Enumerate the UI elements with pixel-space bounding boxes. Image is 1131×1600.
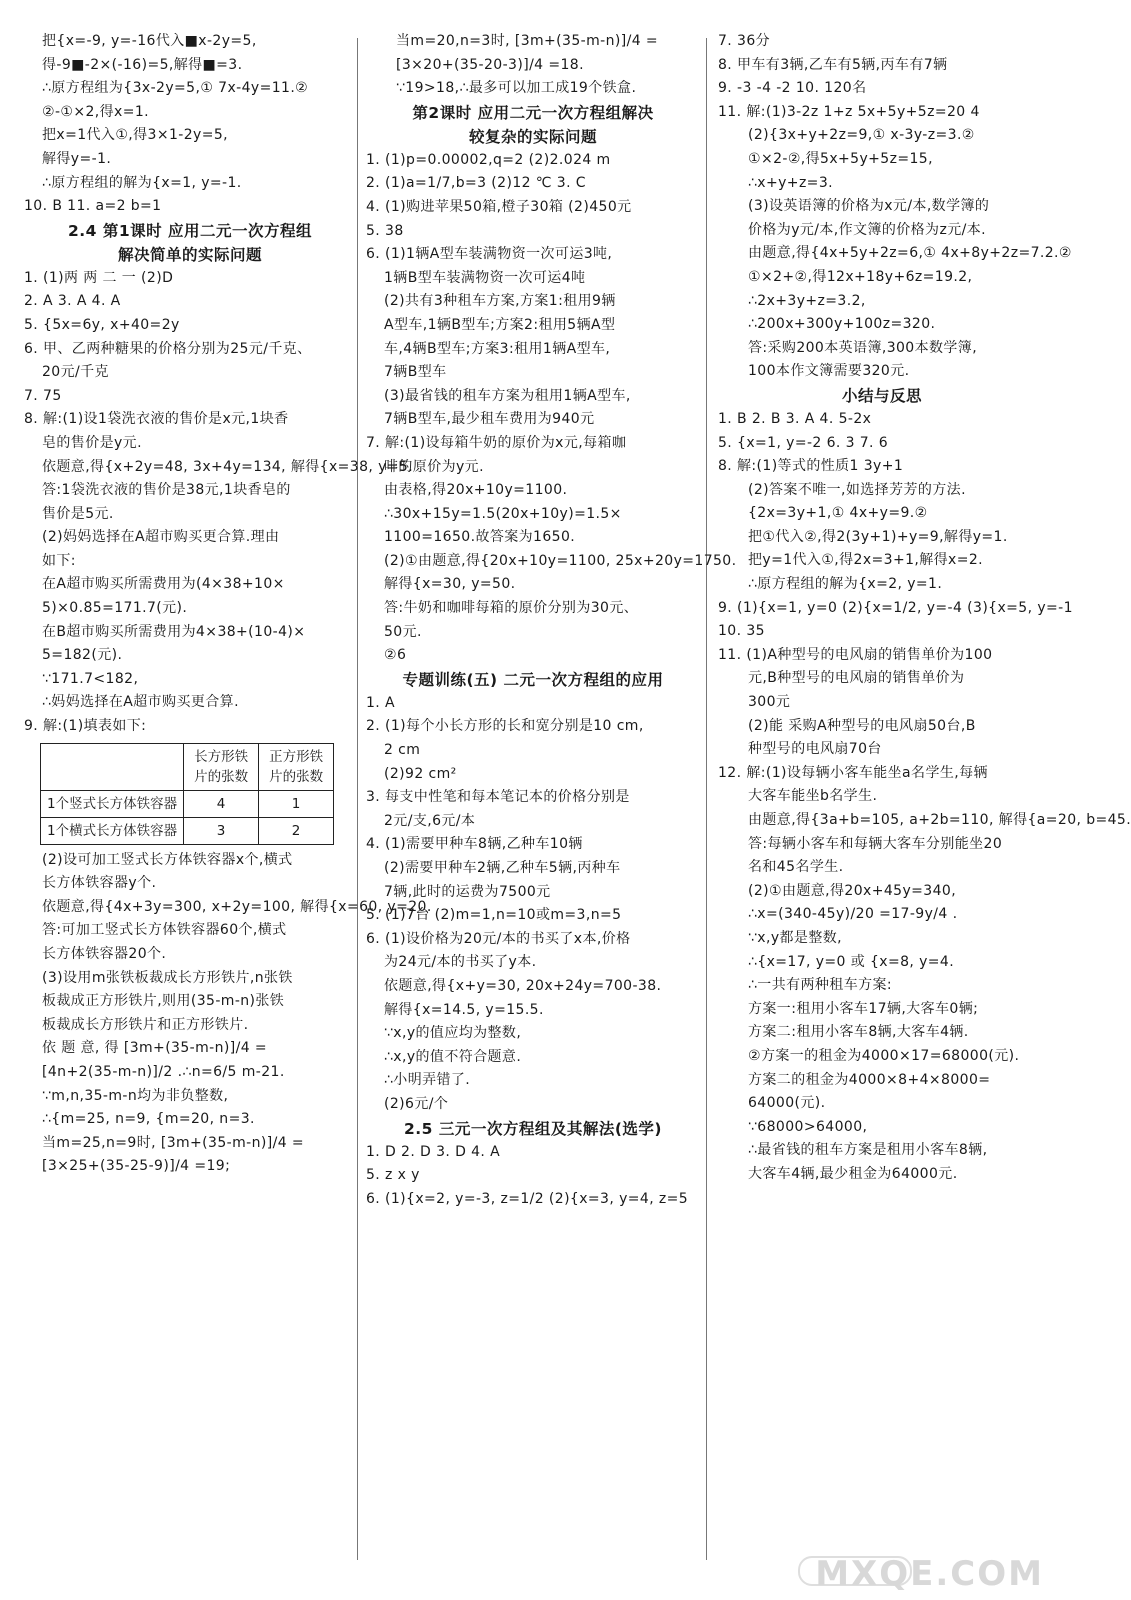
answer-line: 1. D 2. D 3. D 4. A [366,1143,501,1160]
answer-line: ②-①×2,得x=1. [42,103,150,120]
table-cell: 2 [259,817,334,844]
table-header-cell: 长方形铁片的张数 [184,743,259,790]
answer-line: 答:可加工竖式长方体铁容器60个,横式 [42,922,287,939]
answer-line: ∴200x+300y+100z=320. [748,316,936,333]
answer-line: ∴妈妈选择在A超市购买更合算. [42,694,239,711]
answer-line: 6. (1)设价格为20元/本的书买了x本,价格 [366,930,631,947]
answer-line: 4. (1)需要甲种车8辆,乙种车10辆 [366,836,583,853]
answer-line: 解得{x=14.5, y=15.5. [384,1001,544,1018]
answer-line: 板裁成长方形铁片和正方形铁片. [42,1016,249,1033]
answer-line: 大客车能坐b名学生. [748,788,878,805]
answer-line: 啡的原价为y元. [384,458,484,475]
answer-line: 20元/千克 [42,364,109,381]
answer-line: ∵m,n,35-m-n均为非负整数, [42,1087,229,1104]
answer-line: 5. 38 [366,222,404,239]
section-heading: 较复杂的实际问题 [468,127,597,146]
answer-line: 1. B 2. B 3. A 4. 5-2x [718,410,872,427]
answer-line: 3. 每支中性笔和每本笔记本的价格分别是 [366,789,630,806]
answer-line: 10. 35 [718,623,765,640]
answer-line: 把x=1代入①,得3×1-2y=5, [42,127,229,144]
answer-table [40,743,334,845]
answer-line: [3×20+(35-20-3)]/4 =18. [396,56,584,73]
answer-line: 元,B种型号的电风扇的销售单价为 [748,670,965,687]
answer-line: (3)设用m张铁板裁成长方形铁片,n张铁 [42,969,293,986]
watermark-text: MXQE.COM [815,1554,1044,1594]
answer-line: 依题意,得{4x+3y=300, x+2y=100, 解得{x=60, y=20. [42,898,432,915]
answer-line: 由表格,得20x+10y=1100. [384,482,568,499]
answer-line: (2)6元/个 [384,1095,449,1112]
answer-line: 在B超市购买所需费用为4×38+(10-4)× [42,623,306,640]
answer-line: (2)设可加工竖式长方体铁容器x个,横式 [42,851,293,868]
answer-line: ∵x,y都是整数, [748,929,842,946]
section-heading: 第2课时 应用二元一次方程组解决 [412,103,654,122]
answer-line: 当m=20,n=3时, [3m+(35-m-n)]/4 = [396,33,659,49]
answer-line: (2)答案不唯一,如选择芳芳的方法. [748,481,966,498]
answer-line: 8. 解:(1)设1袋洗衣液的售价是x元,1块香 [24,411,289,428]
section-heading: 2.5 三元一次方程组及其解法(选学) [403,1119,663,1138]
answer-line: 5. z x y [366,1167,420,1184]
answer-line: 6. (1)1辆A型车装满物资一次可运3吨, [366,246,613,263]
answer-line: 如下: [42,552,76,569]
answer-line: 长方体铁容器20个. [42,946,167,962]
answer-line: [4n+2(35-m-n)]/2 .∴n=6/5 m-21. [42,1063,285,1080]
answer-line: 1. A [366,694,395,711]
answer-line: 板裁成正方形铁片,则用(35-m-n)张铁 [42,993,285,1010]
column-middle [366,30,737,1560]
answer-line: 5. (1)7台 (2)m=1,n=10或m=3,n=5 [366,907,622,924]
answer-line: ∴{x=17, y=0 或 {x=8, y=4. [748,953,955,970]
answer-line: (3)最省钱的租车方案为租用1辆A型车, [384,387,631,404]
answer-line: 把①代入②,得2(3y+1)+y=9,解得y=1. [748,528,1008,545]
answer-line: 售价是5元. [42,505,114,522]
table-cell: 1个竖式长方体铁容器 [41,790,184,817]
answer-line: 5. {5x=6y, x+40=2y [24,316,180,333]
answer-line: ∴原方程组为{3x-2y=5,① 7x-4y=11.② [42,80,309,97]
answer-line: 8. 解:(1)等式的性质1 3y+1 [718,458,904,475]
answer-line: ∵x,y的值应均为整数, [384,1025,522,1042]
answer-line: 答:采购200本英语簿,300本数学簿, [748,339,978,356]
answer-line: ①×2+②,得12x+18y+6z=19.2, [748,268,973,285]
answer-line: ∵171.7<182, [42,670,139,687]
table-row [41,790,334,817]
answer-line: 方案一:租用小客车17辆,大客车0辆; [748,1000,979,1017]
answer-line: 100本作文簿需要320元. [748,363,910,380]
answer-line: 7. 解:(1)设每箱牛奶的原价为x元,每箱咖 [366,434,627,451]
answer-line: 2. (1)a=1/7,b=3 (2)12 ℃ 3. C [366,175,586,192]
answer-line: (2)妈妈选择在A超市购买更合算.理由 [42,529,280,546]
answer-line: ∴一共有两种租车方案: [748,977,893,994]
section-heading: 2.4 第1课时 应用二元一次方程组 [67,221,313,240]
answer-line: A型车,1辆B型车;方案2:租用5辆A型 [384,316,616,333]
answer-line: 种型号的电风扇70台 [748,741,882,758]
answer-line: ①×2-②,得5x+5y+5z=15, [748,150,933,167]
answer-line: 5=182(元). [42,647,123,664]
section-heading: 小结与反思 [841,386,922,405]
answer-line: 由题意,得{4x+5y+2z=6,① 4x+8y+2z=7.2.② [748,245,1072,262]
answer-line: 2 cm [384,742,421,759]
answer-line: (2)92 cm² [384,765,457,782]
answer-line: 7. 36分 [718,33,771,49]
answer-line: [3×25+(35-25-9)]/4 =19; [42,1158,231,1175]
answer-line: 7辆,此时的运费为7500元 [384,883,551,900]
answer-line: 方案二的租金为4000×8+4×8000= [748,1071,991,1088]
answer-line: ∴x=(340-45y)/20 =17-9y/4 . [748,906,958,923]
answer-line: ∵68000>64000, [748,1118,868,1135]
answer-line: 9. (1){x=1, y=0 (2){x=1/2, y=-4 (3){x=5, y=-1 [718,599,1073,616]
answer-line: 5)×0.85=171.7(元). [42,600,188,617]
answer-line: ∴{m=25, n=9, {m=20, n=3. [42,1111,255,1128]
answer-line: (3)设英语簿的价格为x元/本,数学簿的 [748,198,990,215]
column-right [718,30,1131,1560]
answer-line: 把{x=-9, y=-16代入■x-2y=5, [42,33,257,49]
answer-line: 5. {x=1, y=-2 6. 3 7. 6 [718,434,889,451]
answer-line: 1100=1650.故答案为1650. [384,529,576,546]
column-divider [706,38,707,1560]
section-heading: 专题训练(五) 二元一次方程组的应用 [402,670,664,689]
answer-line: 2元/支,6元/本 [384,812,476,829]
answer-line: ②6 [384,647,407,664]
answer-line: 2. (1)每个小长方形的长和宽分别是10 cm, [366,718,644,735]
answer-line: 50元. [384,623,422,640]
answer-line: 长方体铁容器y个. [42,875,157,892]
answer-line: ∴最省钱的租车方案是租用小客车8辆, [748,1142,988,1159]
table-header-cell: 正方形铁片的张数 [259,743,334,790]
answer-line: 300元 [748,694,791,711]
answer-line: 11. (1)A种型号的电风扇的销售单价为100 [718,646,993,663]
answer-line: 7辆B型车 [384,364,447,381]
column-divider [357,38,358,1560]
table-cell: 4 [184,790,259,817]
answer-line: 由题意,得{3a+b=105, a+2b=110, 解得{a=20, b=45. [748,812,1131,828]
answer-line: 解得{x=30, y=50. [384,576,516,593]
table-cell: 3 [184,817,259,844]
answer-line: ∵19>18,∴最多可以加工成19个铁盒. [396,80,637,97]
answer-line: 皂的售价是y元. [42,434,142,451]
answer-line: 6. 甲、乙两种糖果的价格分别为25元/千克、 [24,340,312,357]
answer-line: ∴原方程组的解为{x=2, y=1. [748,576,943,593]
answer-line: ②方案一的租金为4000×17=68000(元). [748,1047,1020,1064]
answer-line: 把y=1代入①,得2x=3+1,解得x=2. [748,552,984,569]
table-cell: 1个横式长方体铁容器 [41,817,184,844]
answer-line: 1. (1)p=0.00002,q=2 (2)2.024 m [366,151,611,168]
answer-line: 价格为y元/本,作文簿的价格为z元/本. [748,221,986,238]
answer-line: 为24元/本的书买了y本. [384,954,537,971]
answer-line: 9. -3 -4 -2 10. 120名 [718,80,867,97]
section-heading: 解决简单的实际问题 [117,245,262,264]
answer-line: 依题意,得{x+y=30, 20x+24y=700-38. [384,977,662,994]
answer-line: 车,4辆B型车;方案3:租用1辆A型车, [384,340,611,357]
answer-line: (2){3x+y+2z=9,① x-3y-z=3.② [748,127,975,144]
answer-line: 解得y=-1. [42,150,112,167]
table-header-cell [41,743,184,790]
answer-line: (2)共有3种租车方案,方案1:租用9辆 [384,293,616,310]
column-middle-lines [366,30,737,1211]
answer-line: 2. A 3. A 4. A [24,293,121,310]
answer-line: ∴原方程组的解为{x=1, y=-1. [42,174,242,191]
answer-line: ∴小明弄错了. [384,1072,471,1089]
answer-line: 9. 解:(1)填表如下: [24,718,147,735]
answer-line: ∴30x+15y=1.5(20x+10y)=1.5× [384,505,622,522]
answer-line: 依 题 意, 得 [3m+(35-m-n)]/4 = [42,1040,268,1057]
answer-line: {2x=3y+1,① 4x+y=9.② [748,505,928,522]
column-right-lines [718,30,1131,1187]
answer-line: 1. (1)两 两 二 一 (2)D [24,269,174,286]
answer-line: 名和45名学生. [748,859,844,876]
answer-line: 答:每辆小客车和每辆大客车分别能坐20 [748,835,1003,852]
answer-line: 得-9■-2×(-16)=5,解得■=3. [42,56,243,73]
answer-line: (2)①由题意,得{20x+10y=1100, 25x+20y=1750. [384,552,737,569]
answer-line: 7. 75 [24,387,62,404]
answer-line: ∴2x+3y+z=3.2, [748,292,866,309]
table-row [41,817,334,844]
answer-line: 8. 甲车有3辆,乙车有5辆,丙车有7辆 [718,56,948,73]
answer-line: ∴x,y的值不符合题意. [384,1048,522,1065]
answer-line: ∴x+y+z=3. [748,174,833,191]
table-header-row [41,743,334,790]
answer-line: 4. (1)购进苹果50箱,橙子30箱 (2)450元 [366,198,632,215]
table-cell: 1 [259,790,334,817]
answer-line: 6. (1){x=2, y=-3, z=1/2 (2){x=3, y=4, z=5 [366,1190,689,1207]
answer-line: 7辆B型车,最少租车费用为940元 [384,411,595,428]
answer-line: 在A超市购买所需费用为(4×38+10× [42,576,285,593]
answer-line: (2)①由题意,得20x+45y=340, [748,882,957,899]
answer-line: 12. 解:(1)设每辆小客车能坐a名学生,每辆 [718,764,988,781]
answer-line: 答:1袋洗衣液的售价是38元,1块香皂的 [42,482,291,499]
answer-line: 1辆B型车装满物资一次可运4吨 [384,269,586,286]
answer-line: (2)能 采购A种型号的电风扇50台,B [748,717,976,734]
answer-line: 64000(元). [748,1095,826,1112]
answer-line: 答:牛奶和咖啡每箱的原价分别为30元、 [384,600,639,617]
answer-line: 11. 解:(1)3-2z 1+z 5x+5y+5z=20 4 [718,103,980,120]
answer-line: 依题意,得{x+2y=48, 3x+4y=134, 解得{x=38, y=5. [42,458,414,475]
answer-line: (2)需要甲种车2辆,乙种车5辆,丙种车 [384,860,621,876]
answer-line: 方案二:租用小客车8辆,大客车4辆. [748,1024,969,1041]
answer-line: 10. B 11. a=2 b=1 [24,198,162,215]
answer-line: 当m=25,n=9时, [3m+(35-m-n)]/4 = [42,1134,305,1151]
answer-line: 大客车4辆,最少租金为64000元. [748,1165,958,1182]
